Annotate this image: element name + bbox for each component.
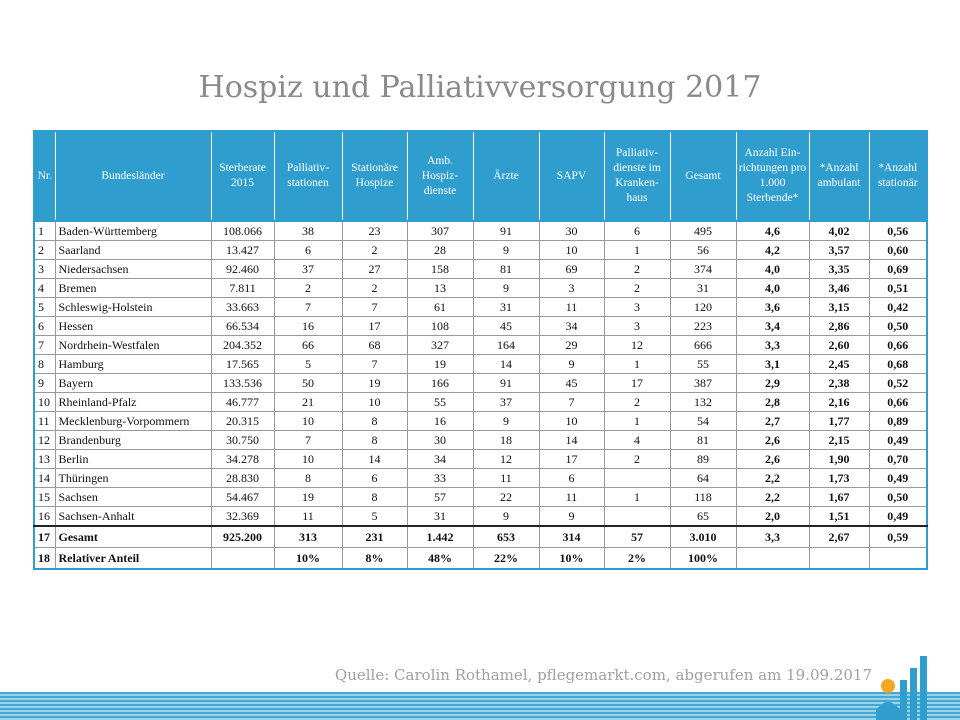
table-cell: 2,6 [736,450,809,469]
table-cell: 2,16 [809,393,869,412]
table-cell: 10 [34,393,55,412]
table-cell: 34.278 [211,450,274,469]
table-cell: 16 [34,507,55,527]
table-cell: 313 [274,526,342,548]
table-cell: 2% [604,548,670,570]
table-cell: 11 [473,469,539,488]
table-cell: 5 [274,355,342,374]
table-row [34,260,927,279]
table-row [34,450,927,469]
table-cell: 2 [604,260,670,279]
table-cell: 10 [274,412,342,431]
table-cell: 61 [407,298,473,317]
header-cell: *Anzahl stationär [869,131,927,221]
table-cell: 16 [274,317,342,336]
table-cell: 31 [473,298,539,317]
table-cell: 45 [473,317,539,336]
table-cell: 2,9 [736,374,809,393]
table-row [34,221,927,241]
table-cell: 81 [670,431,736,450]
table-cell: 11 [539,298,604,317]
table-cell: 10 [342,393,407,412]
table-cell: 2,15 [809,431,869,450]
table-cell: Thüringen [55,469,211,488]
table-cell: 2,2 [736,488,809,507]
table-cell: 0,52 [869,374,927,393]
table-cell: 13 [34,450,55,469]
table-cell: 0,70 [869,450,927,469]
table-cell: 9 [539,507,604,527]
table-cell: 8 [342,488,407,507]
table-cell: 3,3 [736,526,809,548]
table-cell: 387 [670,374,736,393]
table-cell: 3.010 [670,526,736,548]
table-cell: 0,50 [869,317,927,336]
table-cell: 28.830 [211,469,274,488]
table-cell: 108.066 [211,221,274,241]
table-row [34,355,927,374]
table-cell: 100% [670,548,736,570]
table-cell: 30 [539,221,604,241]
table-cell: 314 [539,526,604,548]
table-row [34,488,927,507]
table-cell: 10 [539,412,604,431]
table-cell: 55 [407,393,473,412]
table-cell: 0,49 [869,431,927,450]
table-cell: 66 [274,336,342,355]
table-cell: 23 [342,221,407,241]
footer-stripes [0,692,960,720]
header-cell: Gesamt [670,131,736,221]
table-body [34,221,927,569]
table-cell: 17 [604,374,670,393]
table-cell: 158 [407,260,473,279]
table-cell [736,548,809,570]
table-cell: 55 [670,355,736,374]
data-table-container [33,130,926,570]
table-cell: 68 [342,336,407,355]
table-cell: Saarland [55,241,211,260]
table-cell: 7 [274,431,342,450]
table-cell: 34 [539,317,604,336]
table-cell: 14 [539,431,604,450]
table-cell: 7 [342,355,407,374]
table-cell: 1 [604,488,670,507]
table-cell: 2 [604,393,670,412]
table-cell: 6 [274,241,342,260]
table-cell: 133.536 [211,374,274,393]
table-row [34,393,927,412]
table-cell: 33 [407,469,473,488]
table-cell: 17 [34,526,55,548]
table-cell: 4,0 [736,260,809,279]
table-cell: 5 [342,507,407,527]
table-cell: 495 [670,221,736,241]
table-cell: 56 [670,241,736,260]
table-cell: 15 [34,488,55,507]
table-cell: Sachsen [55,488,211,507]
table-cell: 3,4 [736,317,809,336]
table-cell: 3,15 [809,298,869,317]
table-cell: 0,42 [869,298,927,317]
table-cell: 2,6 [736,431,809,450]
table-cell [211,548,274,570]
table-cell: 2,86 [809,317,869,336]
table-cell: Niedersachsen [55,260,211,279]
header-cell: Sterberate 2015 [211,131,274,221]
table-cell: 4,2 [736,241,809,260]
table-cell: 91 [473,221,539,241]
table-cell: 2,67 [809,526,869,548]
table-cell: 20.315 [211,412,274,431]
table-cell: 28 [407,241,473,260]
table-cell: Bremen [55,279,211,298]
table-cell: 22 [473,488,539,507]
table-cell: Hamburg [55,355,211,374]
table-cell: 57 [407,488,473,507]
header-cell: Stationäre Hospize [342,131,407,221]
brand-logo-icon [870,650,930,720]
table-cell: 10 [539,241,604,260]
table-cell: 6 [604,221,670,241]
table-cell: 4,0 [736,279,809,298]
table-cell: Rheinland-Pfalz [55,393,211,412]
table-cell: 4,6 [736,221,809,241]
table-cell: Schleswig-Holstein [55,298,211,317]
table-cell: 327 [407,336,473,355]
table-cell: Mecklenburg-Vorpommern [55,412,211,431]
table-cell: 0,56 [869,221,927,241]
table-cell: 2 [604,279,670,298]
table-cell: 1.442 [407,526,473,548]
table-cell: 2 [604,450,670,469]
table-row [34,374,927,393]
table-cell: 307 [407,221,473,241]
table-cell: Gesamt [55,526,211,548]
table-cell: 3,57 [809,241,869,260]
table-row [34,507,927,527]
table-cell: 3 [604,298,670,317]
header-cell: Anzahl Ein-richtungen pro 1.000 Sterbende* [736,131,809,221]
hospice-table [33,130,928,570]
table-cell: 0,50 [869,488,927,507]
table-cell: 7.811 [211,279,274,298]
total-row [34,526,927,548]
table-cell: 0,59 [869,526,927,548]
table-cell: 19 [274,488,342,507]
table-cell: 10% [274,548,342,570]
table-cell: 14 [34,469,55,488]
table-row [34,469,927,488]
table-cell: 166 [407,374,473,393]
table-cell: 37 [274,260,342,279]
table-cell: 3 [604,317,670,336]
table-cell: 925.200 [211,526,274,548]
table-cell: 1,67 [809,488,869,507]
table-cell: 1,73 [809,469,869,488]
table-cell: Berlin [55,450,211,469]
table-cell: 45 [539,374,604,393]
table-cell: 92.460 [211,260,274,279]
table-row [34,431,927,450]
table-cell: 54.467 [211,488,274,507]
table-row [34,298,927,317]
page-title: Hospiz und Palliativversorgung 2017 [198,70,762,105]
table-cell: 3 [34,260,55,279]
table-cell: 2,60 [809,336,869,355]
table-cell: 0,60 [869,241,927,260]
table-cell: 14 [342,450,407,469]
table-cell: 7 [342,298,407,317]
table-cell: 2,0 [736,507,809,527]
table-cell: 33.663 [211,298,274,317]
table-cell: 7 [539,393,604,412]
table-cell: 1 [604,412,670,431]
table-cell: 3,46 [809,279,869,298]
table-cell: 0,69 [869,260,927,279]
table-cell: 1,77 [809,412,869,431]
table-cell: 16 [407,412,473,431]
table-cell [869,548,927,570]
header-cell: *Anzahl ambulant [809,131,869,221]
table-cell: 9 [473,507,539,527]
table-cell: 38 [274,221,342,241]
table-cell: 2 [274,279,342,298]
table-cell: 29 [539,336,604,355]
table-cell: Hessen [55,317,211,336]
table-cell: 204.352 [211,336,274,355]
table-cell: 89 [670,450,736,469]
table-header-row [34,131,927,221]
table-cell: 1,90 [809,450,869,469]
table-cell: 3,1 [736,355,809,374]
table-cell: 32.369 [211,507,274,527]
table-cell: 8 [274,469,342,488]
table-cell: 19 [342,374,407,393]
table-cell: 653 [473,526,539,548]
header-cell: Nr. [34,131,55,221]
table-cell: 164 [473,336,539,355]
table-cell: 8% [342,548,407,570]
table-cell: 7 [274,298,342,317]
table-cell: 10% [539,548,604,570]
table-cell: 66.534 [211,317,274,336]
table-cell: 1 [604,355,670,374]
table-cell: 1 [34,221,55,241]
table-row [34,317,927,336]
table-cell: 2 [342,241,407,260]
table-cell: 6 [342,469,407,488]
table-cell: 3,3 [736,336,809,355]
table-cell: 374 [670,260,736,279]
table-cell: 11 [539,488,604,507]
table-cell: 3 [539,279,604,298]
table-cell: 2,7 [736,412,809,431]
table-cell: 0,68 [869,355,927,374]
header-cell: Ärzte [473,131,539,221]
header-cell: Amb. Hospiz-dienste [407,131,473,221]
table-cell: 1,51 [809,507,869,527]
table-row [34,279,927,298]
table-cell: 12 [34,431,55,450]
table-cell: 17 [342,317,407,336]
table-row [34,412,927,431]
table-cell: Baden-Württemberg [55,221,211,241]
table-cell: 10 [274,450,342,469]
table-cell: 223 [670,317,736,336]
table-row [34,336,927,355]
table-cell: 8 [342,412,407,431]
table-cell: 34 [407,450,473,469]
table-cell: 132 [670,393,736,412]
table-cell [604,469,670,488]
table-cell: Brandenburg [55,431,211,450]
table-cell: 0,66 [869,336,927,355]
header-cell: Palliativ-dienste im Kranken-haus [604,131,670,221]
table-cell: 0,49 [869,469,927,488]
table-cell: 91 [473,374,539,393]
table-cell: 27 [342,260,407,279]
table-cell: 65 [670,507,736,527]
table-cell: 54 [670,412,736,431]
table-cell: 31 [407,507,473,527]
table-cell: 9 [34,374,55,393]
table-cell: 30 [407,431,473,450]
table-cell: 9 [539,355,604,374]
table-cell: 64 [670,469,736,488]
relative-share-row [34,548,927,570]
table-cell: 0,66 [869,393,927,412]
table-cell: 13 [407,279,473,298]
table-cell: 18 [473,431,539,450]
table-cell: 12 [473,450,539,469]
table-cell: 69 [539,260,604,279]
table-cell: 2,2 [736,469,809,488]
table-row [34,241,927,260]
table-cell: 666 [670,336,736,355]
table-cell: 3,35 [809,260,869,279]
table-cell: 21 [274,393,342,412]
table-cell: 8 [34,355,55,374]
table-cell [604,507,670,527]
table-cell: 18 [34,548,55,570]
table-cell: 120 [670,298,736,317]
table-cell: 5 [34,298,55,317]
table-cell: 9 [473,241,539,260]
table-cell: 22% [473,548,539,570]
source-note: Quelle: Carolin Rothamel, pflegemarkt.com, abgerufen am 19.09.2017 [334,666,872,684]
table-cell: 6 [539,469,604,488]
table-cell: 14 [473,355,539,374]
table-cell: 13.427 [211,241,274,260]
table-cell: 2,45 [809,355,869,374]
table-cell: 81 [473,260,539,279]
table-cell: 12 [604,336,670,355]
header-cell: Palliativ-stationen [274,131,342,221]
table-cell: 9 [473,412,539,431]
table-cell: 4 [34,279,55,298]
table-cell: 46.777 [211,393,274,412]
table-cell: 19 [407,355,473,374]
table-cell: 37 [473,393,539,412]
header-cell: SAPV [539,131,604,221]
table-cell: 17.565 [211,355,274,374]
table-cell: 3,6 [736,298,809,317]
table-cell: Sachsen-Anhalt [55,507,211,527]
table-cell: Bayern [55,374,211,393]
table-cell: 8 [342,431,407,450]
header-cell: Bundesländer [55,131,211,221]
table-cell: 2 [342,279,407,298]
table-cell: 108 [407,317,473,336]
table-cell: Nordrhein-Westfalen [55,336,211,355]
table-cell: 4 [604,431,670,450]
table-cell: 57 [604,526,670,548]
table-cell: 9 [473,279,539,298]
table-cell: 1 [604,241,670,260]
table-cell: 0,89 [869,412,927,431]
table-cell: 11 [274,507,342,527]
table-cell: 17 [539,450,604,469]
table-cell [809,548,869,570]
table-cell: 11 [34,412,55,431]
table-cell: 0,49 [869,507,927,527]
table-cell: 7 [34,336,55,355]
table-cell: 31 [670,279,736,298]
table-cell: 2,38 [809,374,869,393]
table-cell: 118 [670,488,736,507]
table-cell: 30.750 [211,431,274,450]
table-cell: 50 [274,374,342,393]
table-cell: 231 [342,526,407,548]
table-cell: 48% [407,548,473,570]
table-cell: 4,02 [809,221,869,241]
table-cell: 0,51 [869,279,927,298]
table-cell: 6 [34,317,55,336]
table-cell: Relativer Anteil [55,548,211,570]
table-cell: 2 [34,241,55,260]
table-cell: 2,8 [736,393,809,412]
